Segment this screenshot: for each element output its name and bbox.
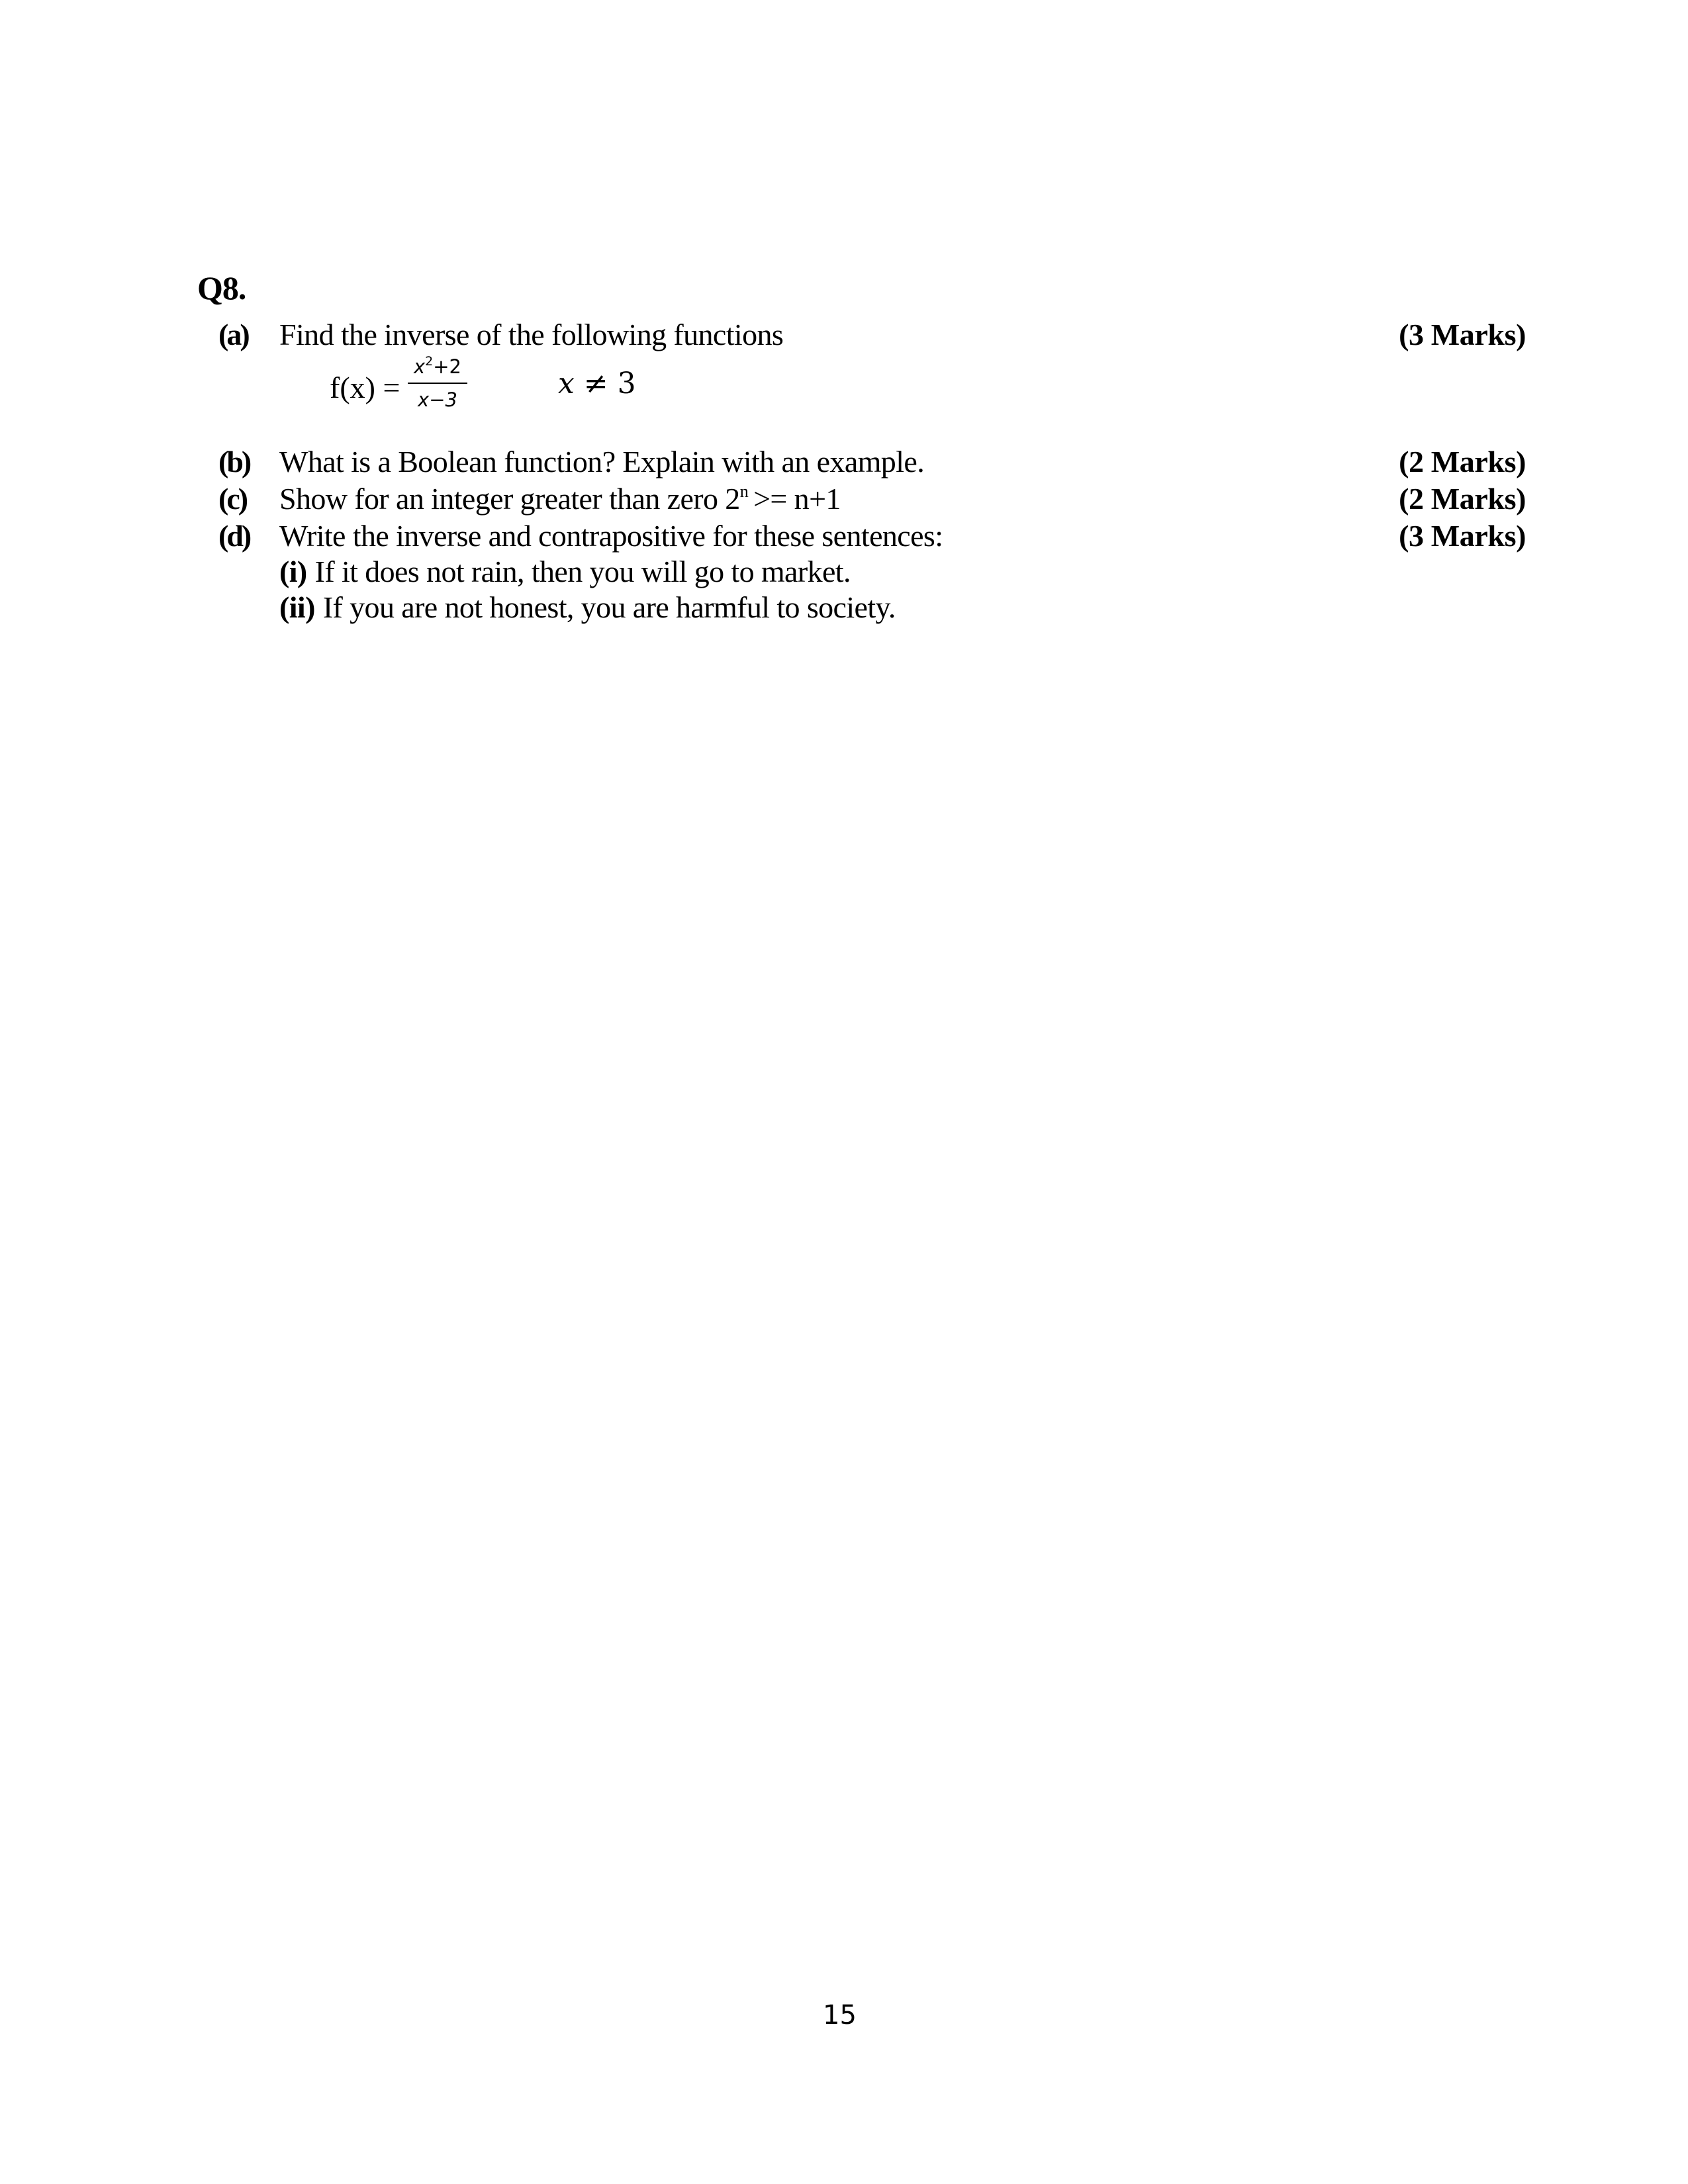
text-before: Show for an integer greater than zero 2 — [279, 482, 740, 516]
sub-item-ii — [279, 589, 896, 626]
sub-item-i — [279, 553, 851, 590]
marks-badge: (3 Marks) — [1399, 318, 1526, 351]
domain-condition — [558, 364, 636, 404]
part-text: What is a Boolean function? Explain with an example. — [279, 445, 925, 478]
part-label: (a) — [218, 318, 248, 351]
fraction-numerator — [408, 351, 467, 383]
numerator-rest: +2 — [433, 355, 461, 378]
sub-item-label: (ii) — [279, 590, 315, 624]
marks-badge: (2 Marks) — [1399, 482, 1526, 516]
numerator-exponent: 2 — [425, 354, 434, 369]
text-after: >= n+1 — [753, 482, 841, 516]
part-text: Write the inverse and contrapositive for these sentences: — [279, 519, 943, 553]
marks-badge: (2 Marks) — [1399, 445, 1526, 478]
exponent: n — [739, 482, 749, 501]
part-label: (d) — [218, 519, 250, 553]
sub-item-label: (i) — [279, 555, 307, 588]
part-label: (c) — [218, 482, 247, 516]
formula-lhs: f(x) = — [330, 371, 400, 404]
page-number: 15 — [823, 2000, 857, 2030]
fraction — [408, 351, 467, 413]
sub-item-text: If it does not rain, then you will go to market. — [314, 555, 851, 588]
part-label: (b) — [218, 445, 250, 478]
numerator-base: x — [413, 355, 426, 378]
sub-item-text: If you are not honest, you are harmful to society. — [322, 590, 896, 624]
fraction-denominator: x−3 — [418, 388, 457, 411]
condition-variable: x — [558, 367, 575, 400]
function-formula — [330, 351, 674, 424]
part-text: Find the inverse of the following functions — [279, 318, 784, 351]
part-text — [279, 480, 841, 518]
marks-badge: (3 Marks) — [1399, 519, 1526, 553]
condition-rest: ≠ 3 — [574, 367, 636, 400]
question-title: Q8. — [197, 269, 246, 306]
